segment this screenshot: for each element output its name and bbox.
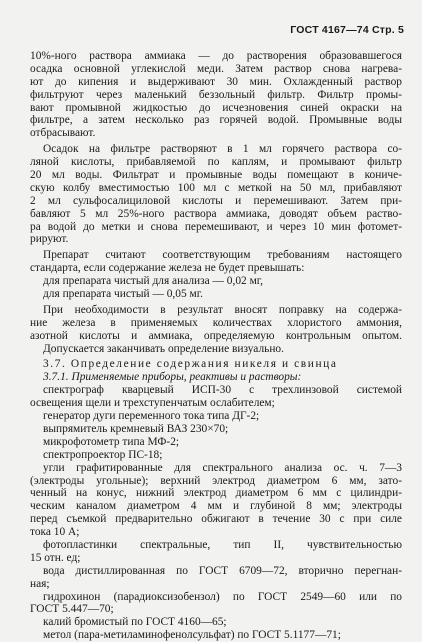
text-line: 2 мл сульфосалициловой кислоты и перемешивают. Затем при- (30, 194, 402, 207)
text-line: скую колбу вместимостью 100 мл с меткой на 50 мл, прибавляют (30, 181, 402, 194)
text-line: ГОСТ 5.447—70; (30, 603, 114, 616)
text-line: выпрямитель кремневый ВАЗ 230×70; (43, 422, 229, 435)
text-line: бавляют 5 мл 25%-ного раствора аммиака, доводят объем раство- (30, 207, 402, 220)
text-line: ченный на конус, нижний электрод диаметром 6 мм с цилиндри- (30, 487, 402, 500)
text-line: гидрохинон (парадиоксизобензол) по ГОСТ 2549—60 или по (43, 590, 402, 603)
text-line: спектрограф кварцевый ИСП-30 с трехлинзовой системой (43, 384, 402, 397)
text-line: стандарта, если содержание железа не будет превышать: (30, 262, 305, 275)
text-line: азотной кислоты и аммиака, определяемую контрольным опытом. (30, 329, 402, 342)
text-line: фильтре, а затем несколько раз горячей водой. Промывные воды (30, 114, 402, 127)
text-line: При необходимости в результат вносят поправку на содержа- (43, 303, 402, 316)
page-header: ГОСТ 4167—74 Стр. 5 (290, 24, 404, 36)
text-line: (электроды угольные); верхний электрод диаметром 6 мм, зато- (30, 474, 402, 487)
text-line: освещения щели и трехступенчатым ослабителем; (30, 397, 275, 410)
text-line: перед съемкой предварительно обжигают в течение 30 с при силе (30, 513, 402, 526)
text-line: ческим каналом диаметром 4 мм и глубиной 8 мм; электроды (30, 500, 402, 513)
text-line: фильтруют через маленький беззольный фильтр. Фильтр промы- (30, 88, 402, 101)
text-line: Допускается заканчивать определение визуально. (43, 342, 284, 355)
text-line: отбрасывают. (30, 127, 96, 140)
document-body (30, 50, 402, 642)
text-line: фотопластинки спектральные, тип II, чувствительностью (43, 538, 402, 551)
text-line: генератор дуги переменного тока типа ДГ-2; (43, 410, 260, 423)
text-line: ние железа в применяемых количествах хлористого аммония, (30, 316, 402, 329)
text-line: 15 отн. ед; (30, 551, 81, 564)
text-line: спектропроектор ПС-18; (43, 448, 163, 461)
text-line: для препарата чистый для анализа — 0,02 мг, (43, 275, 264, 288)
text-line: ра водой до метки и снова перемешивают, и через 10 мин фотомет- (30, 220, 402, 233)
text-line: калий бромистый по ГОСТ 4160—65; (43, 616, 227, 629)
text-line: осадка основной углекислой меди. Затем раствор снова нагрева- (30, 62, 402, 75)
subsection-heading: 3.7.1. Применяемые приборы, реактивы и растворы: (43, 371, 302, 384)
text-line: рируют. (30, 233, 69, 246)
text-line: угли графитированные для спектрального анализа ос. ч. 7—3 (43, 461, 402, 474)
text-line: ная; (30, 577, 50, 590)
text-line: ляной кислоты, прибавляемой по каплям, и промывают фильтр (30, 156, 402, 169)
text-line: микрофотометр типа МФ-2; (43, 435, 180, 448)
text-line: 10%-ного раствора аммиака — до растворения образовавшегося (30, 50, 402, 62)
text-line: Осадок на фильтре растворяют в 1 мл горячего раствора со- (43, 143, 402, 156)
text-line: ют до кипения и выдерживают 30 мин. Охлажденный раствор (30, 75, 402, 88)
text-line: тока 10 А; (30, 526, 80, 539)
text-line: для препарата чистый — 0,05 мг. (43, 288, 203, 301)
text-line: 20 мл воды. Фильтрат и промывные воды помещают в кониче- (30, 169, 402, 182)
text-line: вают промывной жидкостью до исчезновения синей окраски на (30, 101, 402, 114)
section-heading: 3.7. Определение содержания никеля и свинца (43, 358, 338, 371)
text-line: вода дистиллированная по ГОСТ 6709—72, вторично перегнан- (43, 564, 402, 577)
text-line: метол (пара-метиламинофенолсульфат) по ГОСТ 5.1177—71; (43, 629, 341, 642)
text-line: Препарат считают соответствующим требованиям настоящего (43, 249, 402, 262)
